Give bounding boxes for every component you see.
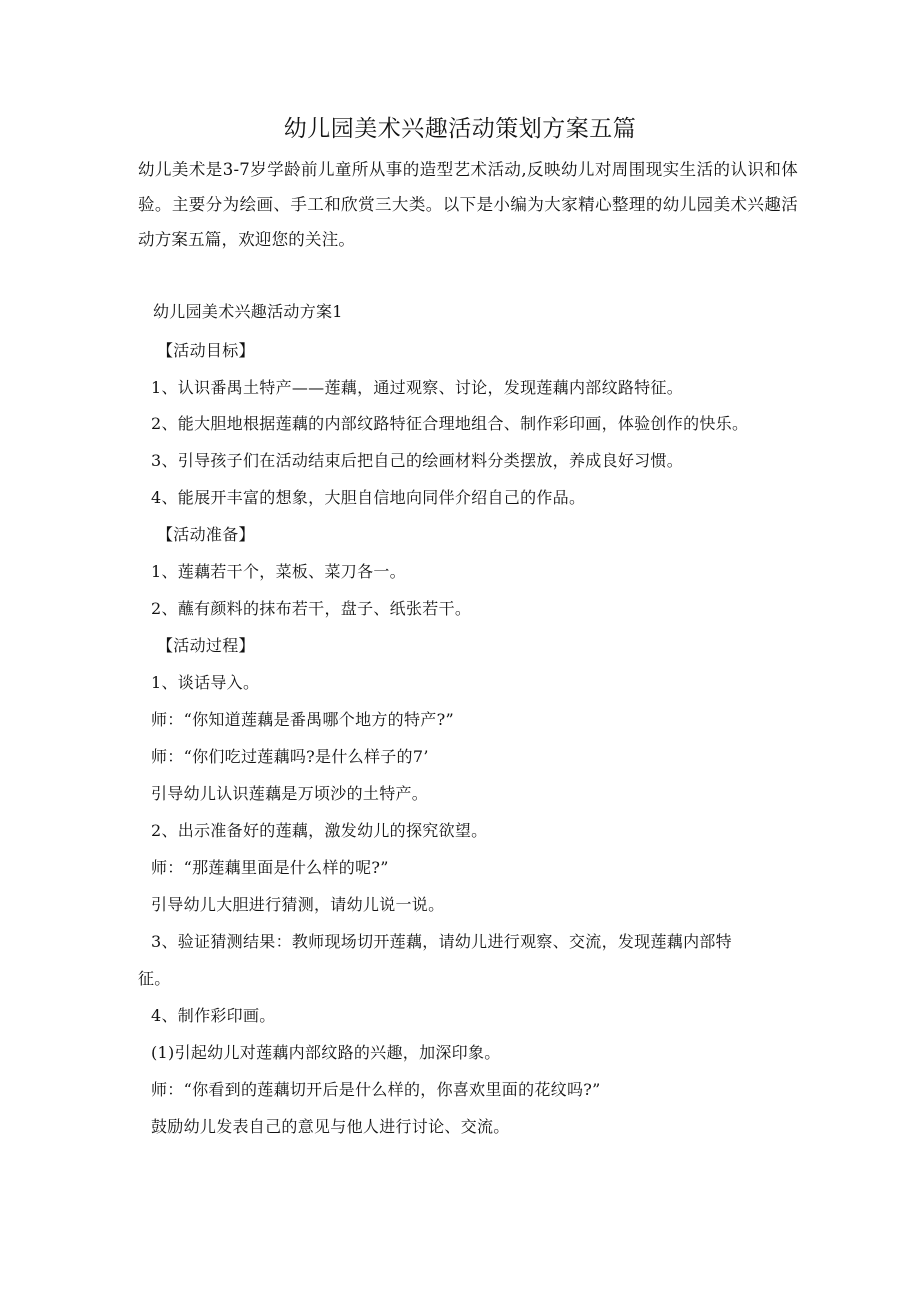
- body-line: 1、莲藕若干个，菜板、菜刀各一。: [151, 562, 406, 581]
- body-line: 引导幼儿认识莲藕是万顷沙的土特产。: [151, 784, 429, 803]
- section-heading: 幼儿园美术兴趣活动方案1: [153, 302, 343, 321]
- body-line: 2、能大胆地根据莲藕的内部纹路特征合理地组合、制作彩印画，体验创作的快乐。: [151, 414, 749, 433]
- body-line: 引导幼儿大胆进行猜测，请幼儿说一说。: [151, 895, 445, 914]
- body-line: 师：“你们吃过莲藕吗?是什么样子的7’: [151, 747, 429, 766]
- subheading-goals: 【活动目标】: [157, 341, 255, 360]
- body-line: 1、认识番禺土特产——莲藕，通过观察、讨论，发现莲藕内部纹路特征。: [151, 378, 684, 397]
- body-line: 3、引导孩子们在活动结束后把自己的绘画材料分类摆放，养成良好习惯。: [151, 451, 684, 470]
- body-line: 征。: [138, 969, 171, 988]
- body-line: 1、谈话导入。: [151, 673, 260, 692]
- subheading-process: 【活动过程】: [157, 636, 255, 655]
- document-title: 幼儿园美术兴趣活动策划方案五篇: [283, 116, 637, 142]
- body-line: 师：“你知道莲藕是番禺哪个地方的特产?”: [151, 710, 454, 729]
- body-line: 2、蘸有颜料的抹布若干，盘子、纸张若干。: [151, 599, 472, 618]
- body-line: 师：“你看到的莲藕切开后是什么样的，你喜欢里面的花纹吗?”: [151, 1080, 601, 1099]
- body-line: 3、验证猜测结果：教师现场切开莲藕，请幼儿进行观察、交流，发现莲藕内部特: [151, 932, 732, 951]
- subheading-preparation: 【活动准备】: [157, 525, 255, 544]
- body-line: 鼓励幼儿发表自己的意见与他人进行讨论、交流。: [151, 1117, 510, 1136]
- intro-paragraph: 幼儿美术是3-7岁学龄前儿童所从事的造型艺术活动,反映幼儿对周围现实生活的认识和体验。主要分为绘画、手工和欣赏三大类。以下是小编为大家精心整理的幼儿园美术兴趣活动方案五篇，欢迎您的关注。: [138, 160, 798, 249]
- body-line: 2、出示准备好的莲藕，激发幼儿的探究欲望。: [151, 821, 488, 840]
- body-line: (1)引起幼儿对莲藕内部纹路的兴趣，加深印象。: [151, 1043, 501, 1062]
- body-line: 4、能展开丰富的想象，大胆自信地向同伴介绍自己的作品。: [151, 488, 586, 507]
- body-line: 师：“那莲藕里面是什么样的呢?”: [151, 858, 389, 877]
- body-line: 4、制作彩印画。: [151, 1006, 276, 1025]
